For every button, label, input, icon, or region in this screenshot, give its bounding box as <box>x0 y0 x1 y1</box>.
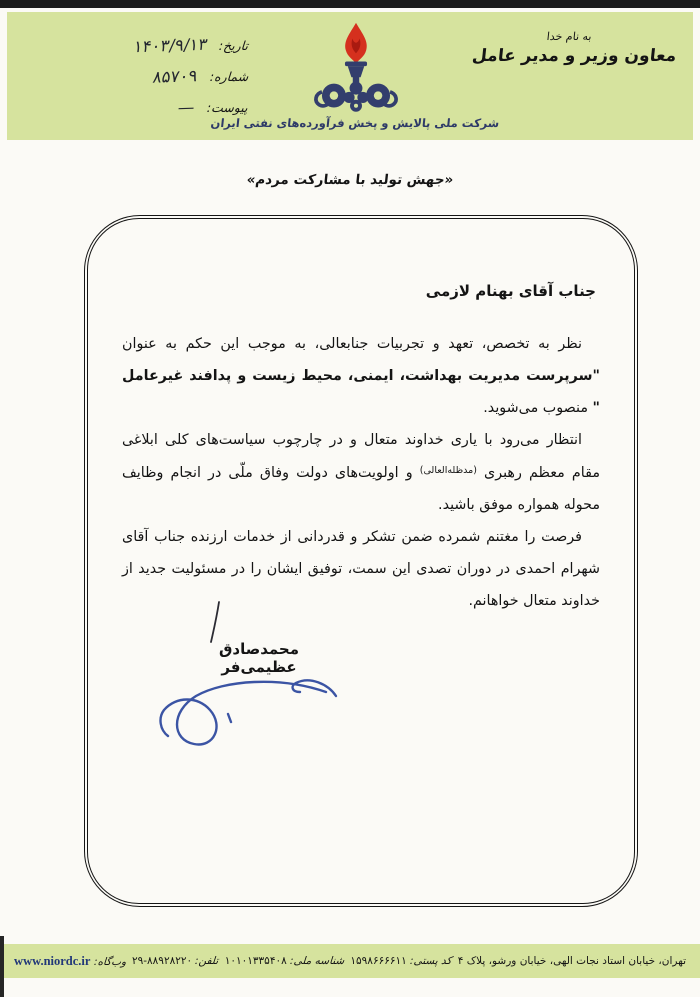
postal-code-value: ۱۵۹۸۶۶۶۶۱۱ <box>350 955 407 967</box>
handwritten-signature <box>140 662 345 757</box>
footer-national-id <box>225 955 345 967</box>
company-name: شرکت ملی پالایش و پخش فرآورده‌های نفتی ایران <box>209 116 501 130</box>
bismillah-text: به نام خدا <box>546 30 593 43</box>
phone-label: تلفن: <box>195 955 220 967</box>
number-row <box>33 61 248 92</box>
letter-frame-inner-line <box>87 218 635 904</box>
letter-body <box>88 219 634 903</box>
paragraph-expectation-lead: انتظار می‌رود با یاری خداوند متعال و در چارچوب سیاست‌های کلی ابلاغی مقام معظم رهبری <box>122 432 601 481</box>
recipient-name: جناب آقای بهنام لازمی <box>425 282 596 300</box>
pen-tick-mark <box>205 599 225 645</box>
footer-address: تهران، خیابان استاد نجات الهی، خیابان ورشو، پلاک ۴ <box>457 955 686 967</box>
header-title-block <box>471 30 678 66</box>
attachment-value: — <box>176 97 197 118</box>
phone-value: ۲۹-۸۸۹۲۸۲۲۰ <box>131 955 193 967</box>
website-url: www.niordc.ir <box>14 953 91 968</box>
number-label: شماره: <box>209 69 249 84</box>
date-value: ۱۴۰۳/۹/۱۳ <box>132 34 209 57</box>
appointed-position-title: "سرپرست مدیریت بهداشت، ایمنی، محیط زیست و پدافند غیرعامل " <box>122 368 600 417</box>
nioc-flame-logo-icon <box>310 20 402 116</box>
paragraph-gratitude: فرصت را مغتنم شمرده ضمن تشکر و قدردانی از خدمات ارزنده جناب آقای شهرام احمدی در دوران تصدی این سمت، توفیق ایشان را در مسئولیت جدید از خداوند متعال خواهانم. <box>122 528 600 610</box>
paragraph-appointment-lead: نظر به تخصص، تعهد و تجربیات جنابعالی، به موجب این حکم به عنوان <box>122 336 582 352</box>
letter-frame <box>84 215 638 907</box>
footer-band <box>4 944 700 978</box>
signatory-name: محمدصادق عظیمی‌فر <box>218 640 300 676</box>
paragraph-appointment-tail: منصوب می‌شوید. <box>483 400 593 417</box>
paragraph-expectation <box>122 424 600 520</box>
deputy-ceo-title: معاون وزیر و مدیر عامل <box>471 46 678 66</box>
paragraph-expectation-tail: و اولویت‌های دولت وفاق ملّی در انجام وظایف محوله همواره موفق باشید. <box>122 464 600 513</box>
year-slogan: «جهش تولید با مشارکت مردم» <box>245 172 455 188</box>
footer-postal-code <box>350 955 451 967</box>
date-label: تاریخ: <box>218 38 249 53</box>
number-value: ۸۵۷۰۹ <box>151 66 200 87</box>
attachment-label: پیوست: <box>206 100 249 115</box>
national-id-label: شناسه ملی: <box>289 955 345 967</box>
leader-honorific: (مدظله‌العالی) <box>419 464 477 476</box>
reference-fields <box>33 30 248 123</box>
website-label: وب‌گاه: <box>93 955 127 968</box>
scan-top-edge <box>0 0 700 8</box>
date-row <box>33 30 248 61</box>
letterhead-band <box>7 12 693 140</box>
footer-website <box>14 954 126 969</box>
attachment-row <box>33 92 248 123</box>
postal-code-label: کد پستی: <box>409 955 453 967</box>
paragraph-appointment <box>122 328 600 424</box>
national-id-value: ۱۰۱۰۱۳۳۵۴۰۸ <box>224 955 287 967</box>
footer-phone <box>132 955 219 967</box>
